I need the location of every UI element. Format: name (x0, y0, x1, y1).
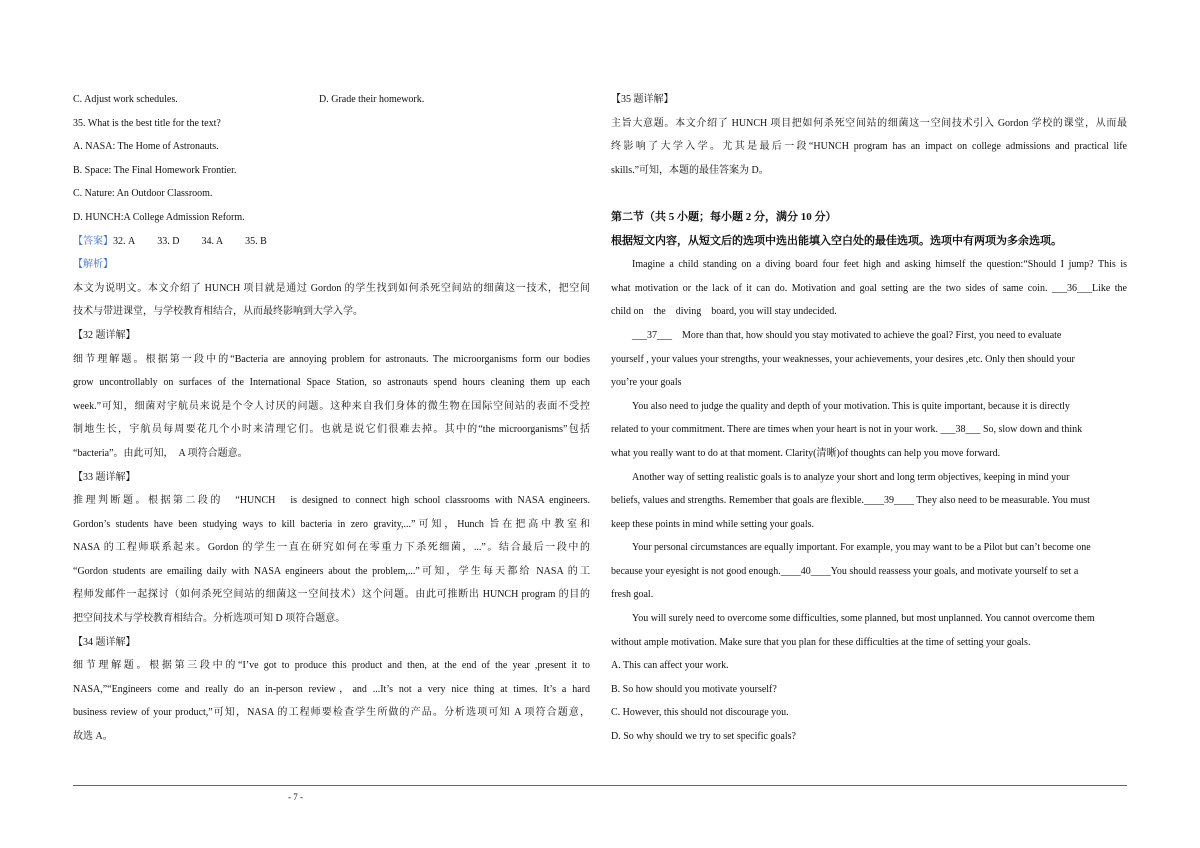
q35-option-a: A. NASA: The Home of Astronauts. (73, 141, 219, 153)
option-a: A. This can affect your work. (611, 660, 729, 672)
analysis-line: 本文为说明文。本文介绍了 HUNCH 项目就是通过 Gordon 的学生找到如何杀死空间站的细菌这一技术，把空间 (73, 282, 590, 294)
q32-line: 细节理解题。根据第一段中的“Bacteria are annoying problem for astronauts. The microorganisms form our bodies (73, 353, 590, 365)
passage-line: Another way of setting realistic goals is to analyze your short and long term objectives, keeping in mind your (632, 471, 1070, 483)
passage-line: beliefs, values and strengths. Remember that goals are flexible.____39____ They also need to be measurable. You must (611, 495, 1090, 507)
passage-line: yourself , your values your strengths, your weaknesses, your achievements, your desires ,etc. Only then should your (611, 353, 1075, 365)
q35-line: 主旨大意题。本文介绍了 HUNCH 项目把如何杀死空间站的细菌这一空间技术引入 Gordon 学校的课堂，从而最 (611, 117, 1127, 129)
passage-line: keep these points in mind while setting your goals. (611, 518, 815, 530)
answer-label: 【答案】 (73, 235, 113, 247)
q34-line: business review of your product,”可知，NASA 的工程师要检查学生所做的产品。分析选项可知 A 项符合题意， (73, 707, 590, 719)
q35-heading: 【35 题详解】 (611, 94, 674, 105)
q32-line: week.”可知，细菌对宇航员来说是个令人讨厌的问题。这种来自我们身体的微生物在国际空间站的表面不受控 (73, 400, 590, 412)
answer-item: 33. D (157, 235, 180, 247)
option-b: B. So how should you motivate yourself? (611, 683, 777, 695)
q33-line: Gordon’s students have been studying ways to kill bacteria in zero gravity,...”可知，Hunch 旨在把高中教室和 (73, 518, 590, 530)
q35-line: 终影响了大学入学。尤其是最后一段“HUNCH program has an impact on college admissions and practical life (611, 141, 1127, 153)
q33-line: “Gordon students are emailing daily with NASA engineers about the problem,...”可知，学生每天都给 NASA 的工 (73, 565, 590, 577)
q35-option-d: D. HUNCH:A College Admission Reform. (73, 211, 245, 223)
q33-line: 推理判断题。根据第二段的 “HUNCH is designed to connect high school classrooms with NASA engineers. (73, 495, 590, 507)
q35-option-c: C. Nature: An Outdoor Classroom. (73, 188, 213, 200)
passage-line: fresh goal. (611, 589, 654, 601)
q35-line: skills.”可知，本题的最佳答案为 D。 (611, 164, 769, 176)
answer-row (73, 230, 590, 254)
q32-heading: 【32 题详解】 (73, 329, 136, 341)
section-title: 第二节（共 5 小题；每小题 2 分，满分 10 分） (611, 210, 837, 223)
option-c: C. However, this should not discourage you. (611, 707, 789, 719)
q34-line: 细节理解题。根据第三段中的“I’ve got to produce this product and then, at the end of the year ,present it to (73, 660, 590, 672)
passage (611, 253, 1127, 654)
passage-line: ___37___ More than that, how should you stay motivated to achieve the goal? First, you need to evaluate (632, 329, 1062, 341)
right-column (611, 88, 1127, 749)
q35-question: 35. What is the best title for the text? (73, 117, 221, 129)
q33-line: NASA 的工程师联系起来。Gordon 的学生一直在研究如何在零重力下杀死细菌，...”。结合最后一段中的 (73, 542, 590, 554)
analysis-line: 技术与带进课堂，与学校教育相结合，从而最终影响到大学入学。 (73, 306, 363, 318)
footer-divider (73, 785, 1127, 786)
q34-options-row (73, 88, 590, 112)
q34-line: NASA,”“Engineers come and really do an in-person review，and ...It’s not a very nice thing at times. It’s a hard (73, 683, 590, 695)
q33-line: 把空间技术与学校教育相结合。分析选项可知 D 项符合题意。 (73, 613, 346, 625)
q34-line: 故选 A。 (73, 731, 113, 743)
passage-line: what you really want to do at that moment. Clarity(清晰)of thoughts can help you move forward. (611, 447, 1001, 459)
passage-line: You also need to judge the quality and depth of your motivation. This is quite important, because it is directly (632, 400, 1070, 412)
passage-line: because your eyesight is not good enough.____40____You should reassess your goals, and motivate yourself to set a (611, 565, 1079, 577)
passage-line: Imagine a child standing on a diving board four feet high and asking himself the question:“Should I jump? This is (632, 259, 1127, 271)
passage-line: Your personal circumstances are equally important. For example, you may want to be a Pilot but can’t become one (632, 542, 1091, 554)
spacer (611, 182, 1127, 206)
q32-line: grow uncontrollably on surfaces of the International Space Station, so astronauts spend hours cleaning them up each (73, 377, 590, 389)
answer-item: 34. A (201, 235, 224, 247)
left-column (73, 88, 590, 749)
q34-option-d: D. Grade their homework. (319, 94, 425, 105)
q33-heading: 【33 题详解】 (73, 471, 136, 483)
section-instruction: 根据短文内容，从短文后的选项中选出能填入空白处的最佳选项。选项中有两项为多余选项。 (611, 234, 1062, 247)
q34-option-c: C. Adjust work schedules. (73, 94, 178, 105)
answer-item: 32. A (113, 235, 136, 247)
q32-line: “bacteria”。由此可知， A 项符合题意。 (73, 447, 248, 459)
page-number: - 7 - (288, 792, 303, 802)
passage-line: child on the diving board, you will stay undecided. (611, 306, 837, 318)
passage-line: related to your commitment. There are times when your heart is not in your work. ___38___ So, slow down and think (611, 424, 1083, 436)
passage-line: what motivation or the lack of it can do. Motivation and goal setting are the two sides of same coin. ___36___Like the (611, 282, 1127, 294)
passage-line: without ample motivation. Make sure that you plan for these difficulties at the time of setting your goals. (611, 636, 1031, 648)
q34-heading: 【34 题详解】 (73, 636, 136, 648)
passage-line: you’re your goals (611, 377, 682, 389)
answer-item: 35. B (245, 235, 267, 247)
analysis-label: 【解析】 (73, 259, 113, 271)
option-d: D. So why should we try to set specific goals? (611, 731, 796, 743)
q33-line: 程师发邮件一起探讨（如何杀死空间站的细菌这一空间技术）这个问题。由此可推断出 HUNCH program 的目的 (73, 589, 590, 601)
q32-line: 制地生长，宇航员每周要花几个小时来清理它们。也就是说它们很难去掉。其中的“the microorganisms”包括 (73, 424, 590, 436)
passage-line: You will surely need to overcome some difficulties, some planned, but most unplanned. You cannot overcome them (632, 613, 1095, 625)
q35-option-b: B. Space: The Final Homework Frontier. (73, 164, 237, 176)
